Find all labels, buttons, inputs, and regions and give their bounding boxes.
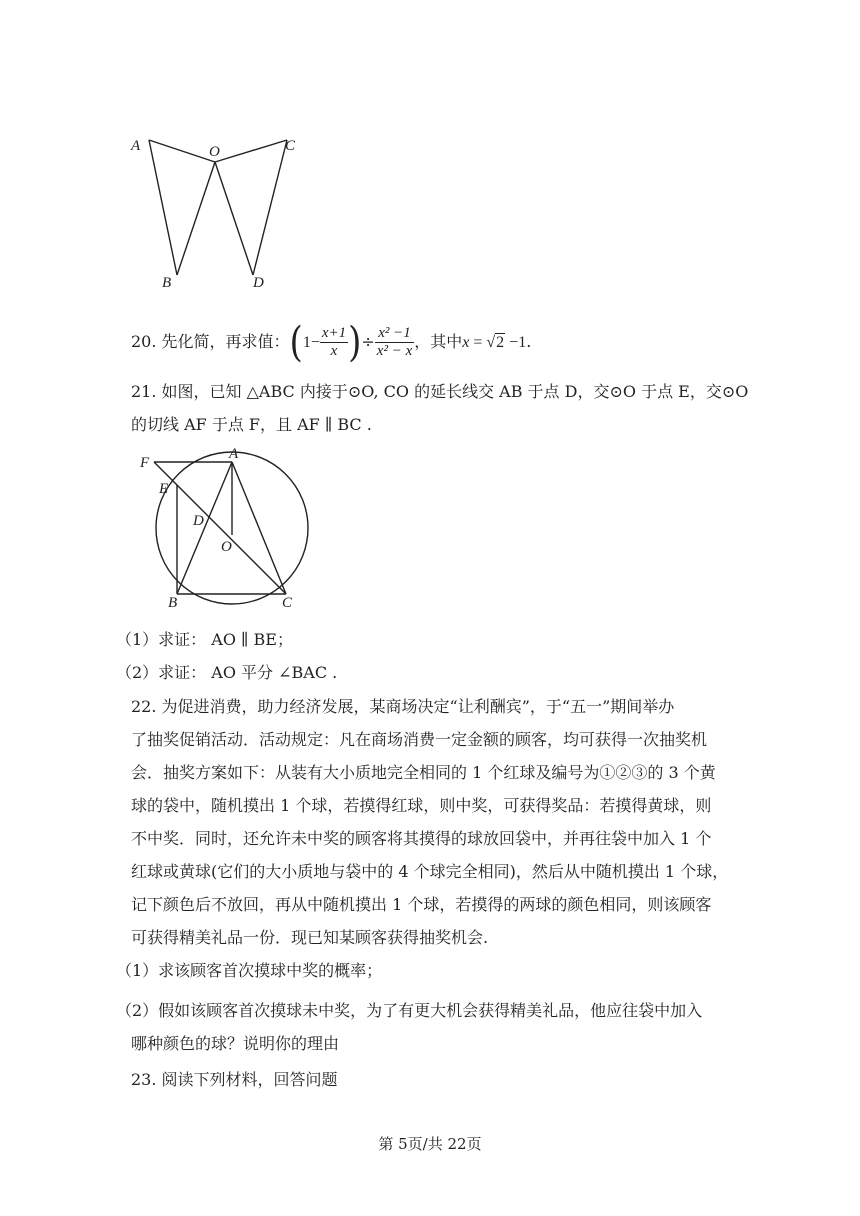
- label-O: O: [221, 539, 232, 555]
- q22-part2-line2: 哪种颜色的球？说明你的理由: [131, 1034, 340, 1053]
- sqrt-icon: √: [486, 334, 496, 351]
- q22-line-1: 了抽奖促销活动．活动规定：凡在商场消费一定金额的顾客，均可获得一次抽奖机: [131, 730, 708, 749]
- q20-cond-root: 2: [496, 334, 505, 351]
- fraction-2-denominator: x² − x: [376, 343, 413, 359]
- q21-part2: （2）求证： AO 平分 ∠BAC .: [116, 663, 338, 682]
- q20-text: 20. 先化简，再求值：: [131, 332, 290, 351]
- q20-end: .: [526, 332, 532, 351]
- q20-cond-x: x: [462, 334, 470, 351]
- q20-cond-rest: −1: [505, 334, 527, 351]
- question-20: [131, 318, 532, 367]
- left-paren: (: [289, 318, 303, 367]
- q22-part1: （1）求该顾客首次摸球中奖的概率；: [116, 961, 383, 980]
- q22-part2-line1: （2）假如该顾客首次摸球未中奖，为了有更大机会获得精美礼品，他应往袋中加入: [116, 1001, 703, 1020]
- q22-line-6: 记下颜色后不放回，再从中随机摸出 1 个球，若摸得的两球的颜色相同，则该顾客: [131, 895, 712, 914]
- fraction-2-numerator: x² −1: [375, 325, 414, 343]
- q22-line-5: 红球或黄球(它们的大小质地与袋中的 4 个球完全相同)，然后从中随机摸出 1 个球，: [131, 862, 729, 881]
- q20-cond-eq: =: [469, 334, 487, 351]
- q22-line-4: 不中奖．同时，还允许未中奖的顾客将其摸得的球放回袋中，并再往袋中加入 1 个: [131, 829, 712, 848]
- page-footer: 第 5页/共 22页: [378, 1135, 482, 1153]
- label-F: F: [140, 455, 150, 471]
- label-B: B: [168, 595, 178, 611]
- fraction-1-denominator: x: [330, 343, 338, 359]
- fraction-1: [320, 325, 348, 360]
- right-paren: ): [348, 318, 362, 367]
- label-C: C: [285, 138, 296, 154]
- q21-line2: 的切线 AF 于点 F，且 AF ∥ BC .: [131, 415, 372, 434]
- fraction-2: [375, 325, 414, 360]
- label-A: A: [229, 446, 239, 462]
- label-D: D: [253, 275, 264, 291]
- figure-w-shape: [125, 130, 315, 295]
- q23-text: 23. 阅读下列材料，回答问题: [131, 1070, 338, 1089]
- q21-line1: 21. 如图，已知 △ABC 内接于⊙O, CO 的延长线交 AB 于点 D，交⊙O 于点 E，交⊙O: [131, 382, 749, 401]
- label-D: D: [193, 513, 204, 529]
- label-E: E: [159, 481, 169, 497]
- q20-divide: ÷: [361, 332, 375, 351]
- fraction-1-numerator: x+1: [321, 325, 347, 341]
- q22-line-0: 22. 为促进消费，助力经济发展，某商场决定“让利酬宾”，于“五一”期间举办: [131, 697, 675, 716]
- label-O: O: [209, 144, 220, 160]
- label-B: B: [162, 275, 172, 291]
- q20-mid: ，其中: [414, 332, 463, 351]
- figure-circle: [132, 445, 312, 613]
- q22-line-3: 球的袋中，随机摸出 1 个球，若摸得红球，则中奖，可获得奖品：若摸得黄球，则: [131, 796, 712, 815]
- q21-part1: （1）求证： AO ∥ BE；: [116, 630, 293, 649]
- q22-line-7: 可获得精美礼品一份．现已知某顾客获得抽奖机会.: [131, 928, 489, 947]
- q22-line-2: 会．抽奖方案如下：从装有大小质地完全相同的 1 个红球及编号为①②③的 3 个黄: [131, 763, 716, 782]
- label-C: C: [282, 595, 293, 611]
- label-A: A: [131, 138, 141, 154]
- q20-one-minus: 1−: [302, 334, 320, 351]
